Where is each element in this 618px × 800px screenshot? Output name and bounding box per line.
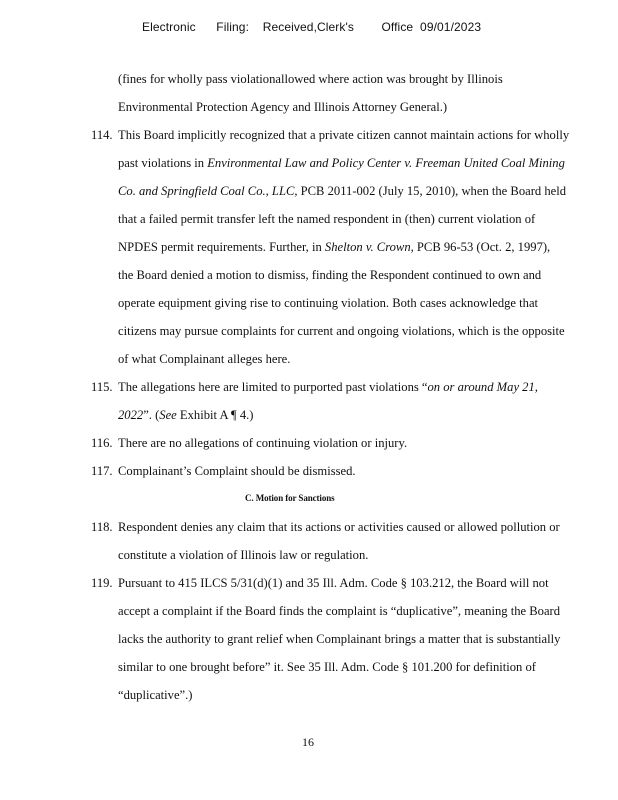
paragraph-115-line-1 bbox=[118, 380, 538, 395]
paragraph-114-line-5 bbox=[118, 240, 550, 255]
paragraph-119-line-2: accept a complaint if the Board finds the complaint is “duplicative”, meaning the Board bbox=[118, 604, 561, 618]
p114-l5-post: PCB 96-53 (Oct. 2, 1997), bbox=[413, 240, 551, 254]
paragraph-119-line-5: “duplicative”.) bbox=[118, 688, 193, 702]
paragraph-118-line-1: Respondent denies any claim that its actions or activities caused or allowed pollution or bbox=[118, 520, 560, 534]
paragraph-114-number: 114. bbox=[91, 128, 113, 142]
p115-l1-text: The allegations here are limited to purported past violations “ bbox=[118, 380, 428, 394]
paragraph-118-number: 118. bbox=[91, 520, 113, 534]
paragraph-115-line-2 bbox=[118, 408, 254, 423]
case-citation-shelton: Shelton v. Crown, bbox=[324, 240, 414, 254]
case-citation-elpc-cont: Co. and Springfield Coal Co., LLC, bbox=[118, 184, 298, 198]
paragraph-117-number: 117. bbox=[91, 464, 113, 478]
paragraph-118-line-2: constitute a violation of Illinois law or regulation. bbox=[118, 548, 369, 562]
p115-date-quote: on or around May 21, bbox=[427, 380, 538, 394]
continuation-line-2: Environmental Protection Agency and Illinois Attorney General.) bbox=[118, 100, 448, 114]
filing-stamp-header: Electronic Filing: Received,Clerk's Office 09/01/2023 bbox=[142, 20, 482, 34]
paragraph-114-line-1: This Board implicitly recognized that a private citizen cannot maintain actions for wholly bbox=[118, 128, 570, 142]
paragraph-119-number: 119. bbox=[91, 576, 113, 590]
paragraph-119-line-3: lacks the authority to grant relief when Complainant brings a matter that is substantially bbox=[118, 632, 561, 646]
paragraph-114-line-9: of what Complainant alleges here. bbox=[118, 352, 291, 366]
paragraph-114-line-4: that a failed permit transfer left the named respondent in (then) current violation of bbox=[118, 212, 536, 226]
page-number: 16 bbox=[302, 735, 314, 749]
paragraph-115-number: 115. bbox=[91, 380, 113, 394]
p114-l3-text: PCB 2011-002 (July 15, 2010), when the Board held bbox=[297, 184, 567, 198]
p115-l2-b: Exhibit A ¶ 4.) bbox=[176, 408, 254, 422]
paragraph-114-line-6: the Board denied a motion to dismiss, finding the Respondent continued to own and bbox=[118, 268, 542, 282]
paragraph-116-text: There are no allegations of continuing violation or injury. bbox=[118, 436, 408, 450]
paragraph-114-line-3 bbox=[118, 184, 566, 199]
continuation-line-1: (fines for wholly pass violationallowed where action was brought by Illinois bbox=[118, 72, 503, 86]
p115-l2-a: ”. ( bbox=[143, 408, 160, 422]
paragraph-114-line-8: citizens may pursue complaints for current and ongoing violations, which is the opposite bbox=[118, 324, 565, 338]
paragraph-116-number: 116. bbox=[91, 436, 113, 450]
paragraph-119-line-1: Pursuant to 415 ILCS 5/31(d)(1) and 35 Ill. Adm. Code § 103.212, the Board will not bbox=[118, 576, 549, 590]
paragraph-114-line-7: operate equipment giving rise to continuing violation. Both cases acknowledge that bbox=[118, 296, 539, 310]
case-citation-elpc: Environmental Law and Policy Center v. Freeman United Coal Mining bbox=[207, 156, 565, 170]
section-heading: C. Motion for Sanctions bbox=[245, 493, 335, 503]
p115-see: See bbox=[159, 408, 177, 422]
paragraph-119-line-4: similar to one brought before” it. See 35 Ill. Adm. Code § 101.200 for definition of bbox=[118, 660, 536, 674]
p114-l2-text: past violations in bbox=[118, 156, 208, 170]
paragraph-114-line-2 bbox=[118, 156, 565, 171]
p114-l5-text: NPDES permit requirements. Further, in bbox=[118, 240, 325, 254]
p115-date-quote-cont: 2022 bbox=[118, 408, 144, 422]
paragraph-117-text: Complainant’s Complaint should be dismissed. bbox=[118, 464, 356, 478]
